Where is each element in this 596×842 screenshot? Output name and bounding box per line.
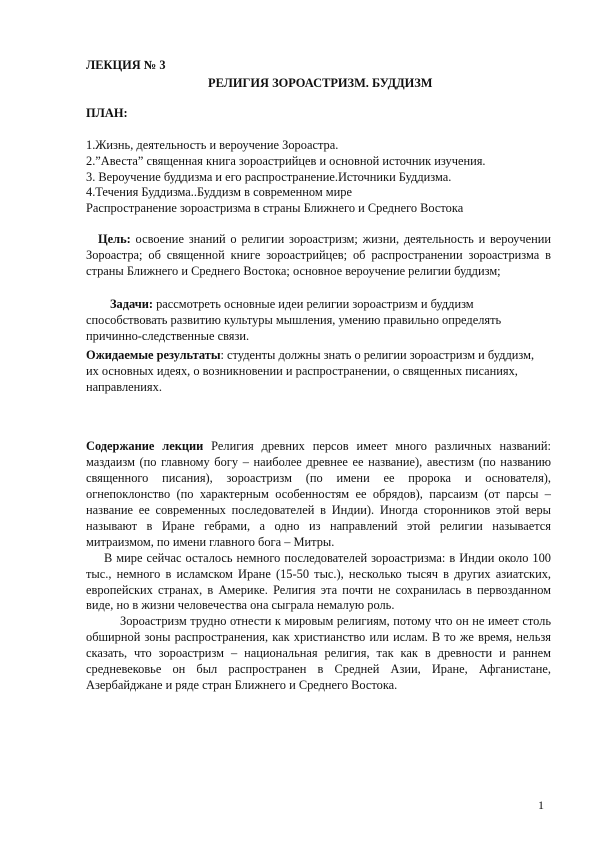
page-title: РЕЛИГИЯ ЗОРОАСТРИЗМ. БУДДИЗМ: [208, 75, 433, 90]
plan-list: [86, 138, 551, 218]
plan-item: 2.”Авеста” священная книга зороастрийцев и основной источник изучения.: [86, 153, 486, 168]
results-text: : студенты должны знать о религии зороастризм и буддизм, их основных идеях, о возникновении и распространении, о священных писаниях, направлениях.: [86, 347, 535, 394]
plan-item: 3. Вероучение буддизма и его распространение.Источники Буддизма.: [86, 169, 452, 184]
content-text: Религия древних персов имеет много различных названий: маздаизм (по главному богу – наиболее древнее ее название), авестизм (по названию священного писания), зороастризм (по имени ее пророка и основателя), огнепоклонство (по характерным особенностям ее обрядов), парсаизм (от парсы – название ее современных последователей в Индии). Иногда сторонников этой веры называют в Иране гебрами, а одно из направлений этой религии называется митраизмом, по имени главного бога – Митры.: [86, 439, 551, 549]
plan-item: Распространение зороастризма в страны Ближнего и Среднего Востока: [86, 201, 464, 216]
plan-heading: ПЛАН:: [86, 105, 128, 120]
plan-item: 1.Жизнь, деятельность и вероучение Зороастра.: [86, 137, 339, 152]
goal-text: освоение знаний о религии зороастризм; жизни, деятельность и вероучении Зороастра; об священной книге зороастрийцев; об распространении зороастризма в страны Ближнего и Среднего Востока; основное вероучение религии буддизм;: [86, 232, 551, 279]
content-paragraph: [86, 439, 551, 550]
plan-item: 4.Течения Буддизма..Буддизм в современном мире: [86, 185, 352, 200]
content-paragraph-3: Зороастризм трудно отнести к мировым религиям, потому что он не имеет столь обширной зоны распространения, как христианство или ислам. В то же время, нельзя сказать, что зороастризм – национальная религия, так как в древности и раннем средневековье он был распространен в Средней Азии, Иране, Афганистане, Азербайджане и ряде стран Ближнего и Среднего Востока.: [86, 614, 551, 692]
tasks-label: Задачи:: [110, 296, 153, 311]
tasks-text: рассмотреть основные идеи религии зороастризм и буддизм способствовать развитию культуры мышления, умению правильно определять причинно-следственные связи.: [86, 296, 502, 343]
page-content: [86, 58, 551, 694]
results-label: Ожидаемые результаты: [86, 347, 221, 362]
tasks-paragraph: [86, 297, 551, 345]
content-paragraph-2: В мире сейчас осталось немного последователей зороастризма: в Индии около 100 тыс., немного в исламском Иране (15-50 тыс.), несколько тысяч в других азиатских, европейских странах, в Америке. Религия эта почти не сохранилась в первозданном виде, но в жизни человечества она сыграла немалую роль.: [86, 550, 551, 613]
content-label: Содержание лекции: [86, 439, 204, 454]
page-number: 1: [538, 798, 544, 812]
results-paragraph: [86, 348, 551, 396]
goal-label: Цель:: [98, 232, 131, 247]
goal-paragraph: [86, 232, 551, 280]
lecture-number: ЛЕКЦИЯ № 3: [86, 58, 166, 72]
